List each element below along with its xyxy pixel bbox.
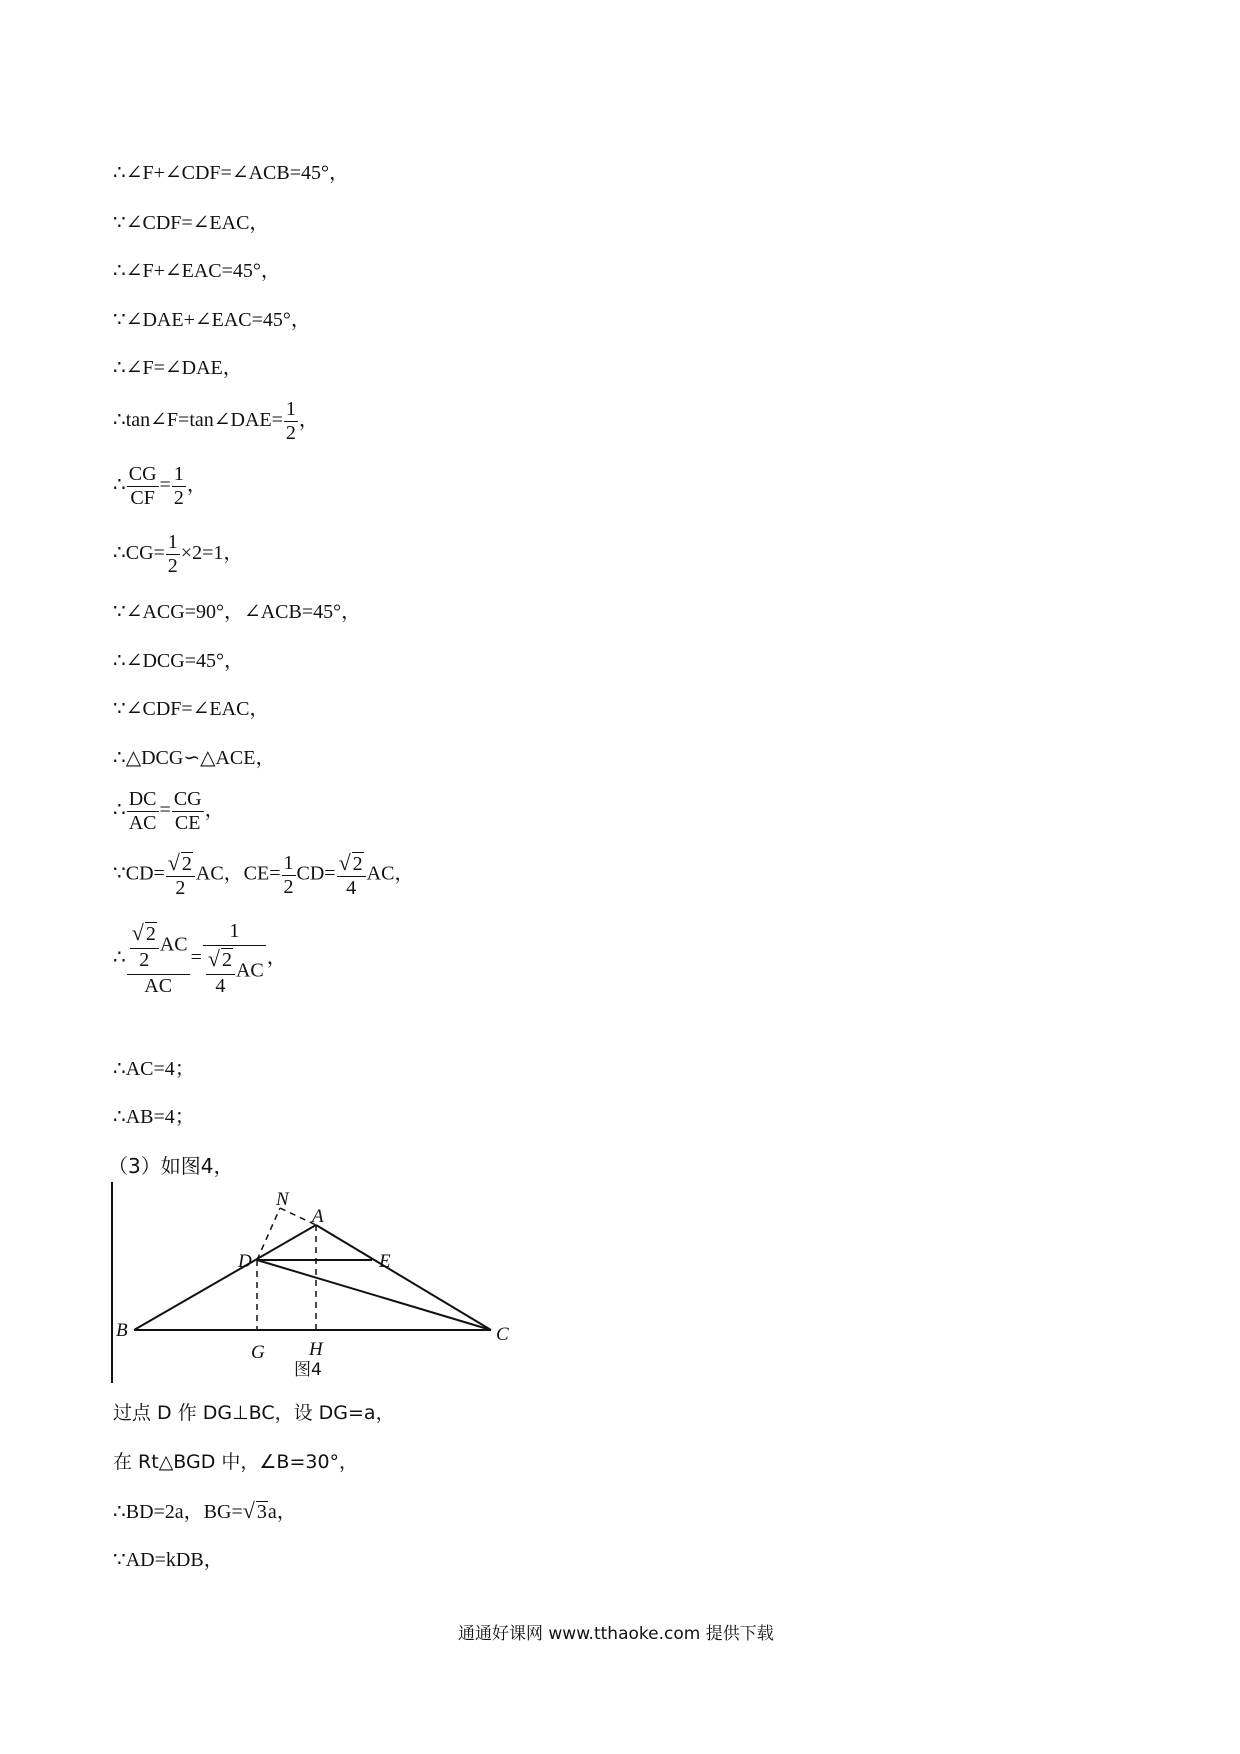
fraction (166, 531, 180, 578)
label-g: G (251, 1342, 265, 1363)
label-b: B (116, 1320, 128, 1341)
proof-line-2: ∵∠CDF=∠EAC， (113, 212, 270, 234)
numerator: 1 (173, 463, 184, 485)
numerator: CG (173, 788, 202, 810)
compound-fraction (203, 920, 266, 998)
text-segment: CD= (296, 862, 336, 885)
label-d: D (238, 1251, 252, 1272)
text-segment: ∴ (113, 799, 126, 822)
numerator: CG (128, 463, 157, 485)
text-segment: ， (204, 799, 225, 822)
text-segment: ， (186, 474, 207, 497)
label-h: H (309, 1339, 323, 1360)
numerator (206, 946, 235, 975)
radical-sign: √ (131, 920, 144, 945)
text-segment: = (159, 474, 171, 497)
denominator: 2 (175, 877, 186, 899)
denominator: 2 (285, 422, 296, 444)
compound-fraction (127, 920, 190, 998)
proof-line-13 (113, 788, 225, 835)
text-segment: ∴BD=2a，BG= (113, 1501, 243, 1523)
proof-line-7 (113, 463, 207, 510)
label-a: A (312, 1206, 324, 1227)
fraction (172, 463, 186, 510)
proof-line-11: ∵∠CDF=∠EAC， (113, 698, 270, 720)
text-segment: ∴ (113, 946, 126, 969)
proof-line-16: ∴AC=4； (113, 1058, 195, 1080)
radical-sign: √ (207, 946, 220, 971)
text-segment: AC， (366, 862, 415, 885)
proof-line-12: ∴△DCG∽△ACE， (113, 747, 276, 769)
denominator: AC (128, 812, 157, 834)
proof-line-18: （3）如图4， (108, 1154, 234, 1178)
proof-line-22: ∵AD=kDB， (113, 1549, 224, 1571)
denominator: 4 (215, 975, 226, 997)
radicand: 2 (352, 853, 363, 875)
fraction (166, 850, 195, 900)
proof-line-9: ∵∠ACG=90°，∠ACB=45°， (113, 601, 362, 623)
text-segment: a， (267, 1501, 297, 1523)
label-e: E (379, 1251, 391, 1272)
proof-line-6 (113, 398, 319, 445)
denominator: AC (144, 975, 173, 997)
proof-line-17: ∴AB=4； (113, 1106, 195, 1128)
numerator (166, 850, 195, 877)
page-footer: 通通好课网 www.tthaoke.com 提供下载 (458, 1624, 774, 1644)
text-segment: = (190, 946, 202, 969)
fraction (206, 946, 235, 998)
text-segment: ∴ (113, 474, 126, 497)
numerator: DC (128, 788, 157, 810)
text-segment: AC，CE= (195, 862, 281, 885)
text-segment: AC (159, 933, 188, 956)
text-segment: ∴CG= (113, 542, 165, 565)
radicand: 3 (256, 1501, 267, 1523)
fraction (337, 850, 366, 900)
segment-ac (316, 1225, 491, 1330)
fraction (127, 463, 159, 510)
proof-line-1: ∴∠F+∠CDF=∠ACB=45°， (113, 162, 349, 184)
geometry-figure (104, 1180, 524, 1385)
text-segment: AC (235, 959, 264, 982)
numerator: 1 (203, 920, 266, 946)
numerator: 1 (285, 398, 296, 420)
proof-line-5: ∴∠F=∠DAE， (113, 357, 243, 379)
numerator (127, 920, 190, 975)
proof-line-10: ∴∠DCG=45°， (113, 650, 244, 672)
dashed-na (280, 1208, 316, 1225)
proof-line-4: ∵∠DAE+∠EAC=45°， (113, 309, 311, 331)
proof-line-20: 在 Rt△BGD 中，∠B=30°， (113, 1451, 359, 1473)
fraction (282, 852, 296, 899)
text-segment: ∵CD= (113, 862, 165, 885)
text-segment: = (159, 799, 171, 822)
radicand: 2 (181, 853, 192, 875)
denominator: 2 (173, 487, 184, 509)
numerator: 1 (283, 851, 294, 874)
proof-line-3: ∴∠F+∠EAC=45°， (113, 260, 281, 282)
denominator: CF (130, 487, 155, 509)
proof-line-8 (113, 531, 243, 578)
text-segment: ， (266, 946, 287, 969)
denominator: 2 (167, 555, 178, 577)
denominator (203, 946, 266, 998)
figure-caption: 图4 (294, 1360, 322, 1380)
text-segment: ， (298, 409, 319, 432)
fraction (172, 788, 204, 835)
denominator: 4 (346, 877, 357, 899)
fraction (127, 788, 159, 835)
fraction (284, 398, 298, 445)
label-c: C (496, 1324, 509, 1345)
proof-line-21 (113, 1500, 297, 1522)
proof-line-19: 过点 D 作 DG⊥BC，设 DG=a， (113, 1402, 395, 1424)
segment-dc (257, 1260, 491, 1330)
denominator: CE (174, 812, 201, 834)
radical-sign: √ (242, 1498, 255, 1523)
radicand: 2 (145, 923, 156, 945)
numerator (130, 920, 159, 949)
radical-sign: √ (338, 850, 351, 875)
fraction (130, 920, 159, 972)
label-n: N (276, 1189, 289, 1210)
radicand: 2 (221, 949, 232, 971)
text-segment: ×2=1， (180, 542, 244, 565)
denominator: 2 (139, 949, 150, 971)
numerator (337, 850, 366, 877)
segment-ba (134, 1225, 316, 1330)
numerator: 1 (167, 531, 178, 553)
proof-line-14 (113, 850, 414, 900)
radical-sign: √ (167, 850, 180, 875)
text-segment: ∴tan∠F=tan∠DAE= (113, 409, 283, 432)
denominator: 2 (283, 875, 294, 898)
proof-line-15 (113, 920, 287, 998)
